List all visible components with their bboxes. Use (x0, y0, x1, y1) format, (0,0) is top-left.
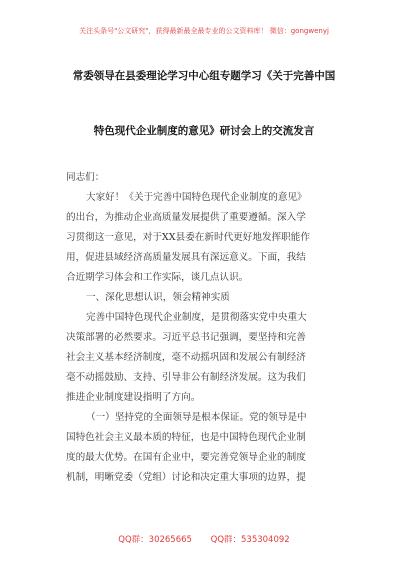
footer-contact (0, 533, 408, 545)
salutation: 同志们： (66, 172, 105, 183)
paragraph-1-line: 合近期学习体会和工作实际，谈几点认识。 (66, 272, 249, 283)
paragraph-1-line: 大家好！《关于完善中国特色现代企业制度的意见》 (86, 192, 307, 203)
paragraph-2-line: 决策部署的必然要求。习近平总书记强调，要坚持和完善 (66, 332, 306, 343)
paragraph-3-line: 国特色社会主义最本质的特征，也是中国特色现代企业制 (66, 432, 306, 443)
paragraph-3-line: 机制，明晰党委（党组）讨论和决定重大事项的边界，提 (66, 472, 306, 483)
document-title-line-2: 特色现代企业制度的意见》研讨会上的交流发言 (93, 125, 315, 137)
footer-qq-1: QQ群：30265665 (118, 535, 192, 545)
paragraph-2-line: 社会主义基本经济制度，毫不动摇巩固和发展公有制经济 (66, 352, 306, 363)
top-notice: 关注头条号"公文研究"，获得最新最全最专业的公文资料库！ 微信：gongwenyj (79, 27, 329, 35)
footer-qq-2: QQ群：535304092 (210, 535, 290, 545)
section-heading-1: 一、深化思想认识，领会精神实质 (86, 292, 230, 303)
paragraph-1-line: 习贯彻这一意见，对于XX县委在新时代更好地发挥职能作 (66, 232, 310, 243)
paragraph-3-line: 度的最大优势。在国有企业中，要完善党领导企业的制度 (66, 452, 306, 463)
paragraph-1-line: 用，促进县域经济高质量发展具有深远意义。下面，我结 (66, 252, 306, 263)
paragraph-3-line: （一）坚持党的全面领导是根本保证。党的领导是中 (86, 412, 307, 423)
paragraph-2-line: 毫不动摇鼓励、支持、引导非公有制经济发展。这为我们 (66, 372, 306, 383)
document-title-line-1: 常委领导在县委理论学习中心组专题学习《关于完善中国 (72, 70, 336, 82)
body-text (66, 168, 356, 488)
paragraph-2-line: 完善中国特色现代企业制度，是贯彻落实党中央重大 (86, 312, 307, 323)
paragraph-2-line: 推进企业制度建设指明了方向。 (66, 392, 201, 403)
paragraph-1-line: 的出台，为推动企业高质量发展提供了重要遵循。深入学 (66, 212, 306, 223)
